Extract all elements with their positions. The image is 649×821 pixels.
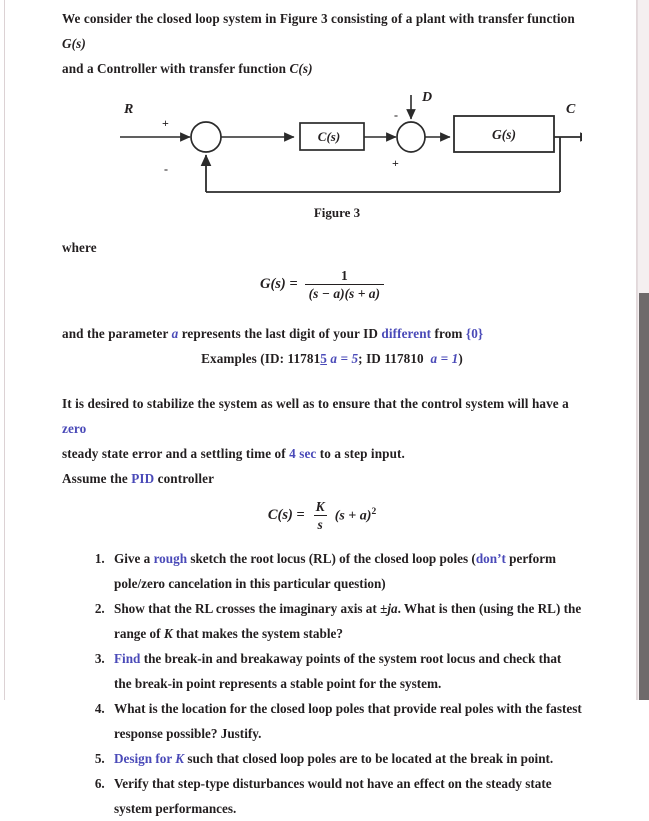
examples-result-1: a = 5 bbox=[330, 351, 359, 367]
block-diagram-svg bbox=[102, 87, 582, 205]
figure-label-C: C bbox=[566, 102, 576, 117]
examples-close: ) bbox=[458, 351, 463, 367]
equation-c-exponent: 2 bbox=[371, 507, 377, 517]
equation-c-fraction bbox=[312, 499, 329, 532]
task-2-segment-3: . What is then (using the RL) the range of bbox=[114, 601, 582, 642]
figure-caption: Figure 3 bbox=[313, 205, 361, 220]
examples-prefix: Examples (ID: 11781 bbox=[201, 351, 321, 367]
task-item-3 bbox=[108, 646, 582, 696]
figure-label-R: R bbox=[124, 102, 134, 117]
equation-c-tail bbox=[335, 507, 377, 525]
task-item-6 bbox=[108, 771, 582, 821]
task-1-segment-4: don’t bbox=[475, 551, 506, 567]
task-5-segment-2: K bbox=[175, 751, 185, 767]
vertical-scrollbar[interactable] bbox=[637, 0, 649, 700]
task-1-segment-2: rough bbox=[153, 551, 188, 567]
figure-sum2-plus: + bbox=[392, 156, 399, 170]
block-diagram-figure bbox=[62, 87, 582, 205]
intro-c-of-s: C(s) bbox=[289, 61, 313, 76]
task-6-segment-1: Verify that step-type disturbances would not have an effect on the steady state system performances. bbox=[114, 776, 552, 817]
requirements-line-3 bbox=[62, 466, 582, 491]
requirements-line-1-pre: It is desired to stabilize the system as well as to ensure that the control system will have a bbox=[62, 396, 569, 412]
where-label: where bbox=[62, 240, 97, 255]
requirements-line-1 bbox=[62, 391, 582, 441]
equation-g-numerator: 1 bbox=[340, 268, 348, 283]
equation-g-of-s bbox=[62, 268, 582, 301]
requirements-line-3-pre: Assume the bbox=[62, 471, 132, 487]
task-item-5 bbox=[108, 746, 582, 771]
equation-c-denominator: s bbox=[314, 515, 327, 532]
parameter-note-pre: and the parameter bbox=[62, 326, 172, 342]
vertical-scrollbar-thumb[interactable] bbox=[639, 293, 649, 700]
parameter-note-var: a bbox=[171, 326, 179, 342]
parameter-note-post: from bbox=[431, 326, 466, 342]
parameter-note-highlight: different bbox=[381, 326, 432, 342]
requirements-settling-time: 4 sec bbox=[289, 446, 317, 462]
parameter-note-mid: represents the last digit of your ID bbox=[178, 326, 382, 342]
document-content bbox=[62, 6, 582, 821]
examples-id-2: ID 117810 bbox=[366, 351, 424, 367]
requirements-line-2-post: to a step input. bbox=[316, 446, 405, 462]
parameter-note-set: {0} bbox=[465, 326, 484, 342]
equation-g-fraction bbox=[305, 268, 384, 301]
task-5-segment-1: Design for bbox=[114, 751, 176, 767]
equation-g-lhs: G(s) = bbox=[259, 276, 298, 293]
intro-line-1-text: We consider the closed loop system in Figure 3 consisting of a plant with transfer function bbox=[62, 11, 575, 26]
intro-line-2-text: and a Controller with transfer function bbox=[62, 61, 290, 76]
examples-semicolon: ; bbox=[358, 351, 367, 367]
figure-block-controller-label: C(s) bbox=[317, 129, 341, 144]
task-1-segment-3: sketch the root locus (RL) of the closed loop poles ( bbox=[187, 551, 476, 567]
intro-g-of-s: G(s) bbox=[62, 36, 86, 51]
task-3-segment-1: Find bbox=[114, 651, 141, 667]
task-4-segment-1: What is the location for the closed loop poles that provide real poles with the fastest response possible? Justify. bbox=[114, 701, 582, 742]
figure-sum2-minus: - bbox=[394, 108, 398, 122]
intro-line-1 bbox=[62, 6, 582, 56]
task-item-1 bbox=[108, 546, 582, 596]
figure-sum1-minus: - bbox=[164, 162, 168, 176]
task-3-segment-2: the break-in and breakaway points of the system root locus and check that the break-in point represents a stable point for the system. bbox=[114, 651, 562, 692]
task-5-segment-3: such that closed loop poles are to be located at the break in point. bbox=[184, 751, 554, 767]
task-2-segment-2: ±ja bbox=[380, 601, 398, 617]
examples-line bbox=[62, 346, 582, 371]
task-list bbox=[62, 546, 582, 821]
figure-label-D: D bbox=[422, 90, 433, 105]
requirements-line-2 bbox=[62, 441, 582, 466]
requirements-line-3-post: controller bbox=[154, 471, 215, 487]
task-item-4 bbox=[108, 696, 582, 746]
examples-result-2: a = 1 bbox=[430, 351, 459, 367]
equation-c-lhs: C(s) = bbox=[267, 507, 305, 524]
figure-block-plant-label: G(s) bbox=[492, 127, 516, 142]
requirements-pid: PID bbox=[131, 471, 155, 487]
requirements-zero: zero bbox=[62, 421, 87, 437]
task-2-segment-5: that makes the system stable? bbox=[172, 626, 343, 642]
equation-g-denominator: (s − a)(s + a) bbox=[305, 284, 384, 301]
equation-c-of-s bbox=[62, 499, 582, 532]
examples-digit-1: 5 bbox=[320, 351, 327, 367]
parameter-note bbox=[62, 321, 582, 346]
equation-c-numerator: K bbox=[315, 499, 325, 515]
task-item-2 bbox=[108, 596, 582, 646]
task-1-segment-1: Give a bbox=[114, 551, 154, 567]
equation-c-tail-text: (s + a) bbox=[334, 508, 372, 524]
task-2-segment-4: K bbox=[163, 626, 173, 642]
page-edge-left bbox=[4, 0, 5, 700]
task-2-segment-1: Show that the RL crosses the imaginary axis at bbox=[114, 601, 381, 617]
task-1-segment-5: perform pole/zero cancelation in this particular question) bbox=[114, 551, 557, 592]
figure-sum1-plus: + bbox=[162, 116, 169, 130]
intro-line-2 bbox=[62, 56, 582, 81]
requirements-line-2-pre: steady state error and a settling time of bbox=[62, 446, 290, 462]
